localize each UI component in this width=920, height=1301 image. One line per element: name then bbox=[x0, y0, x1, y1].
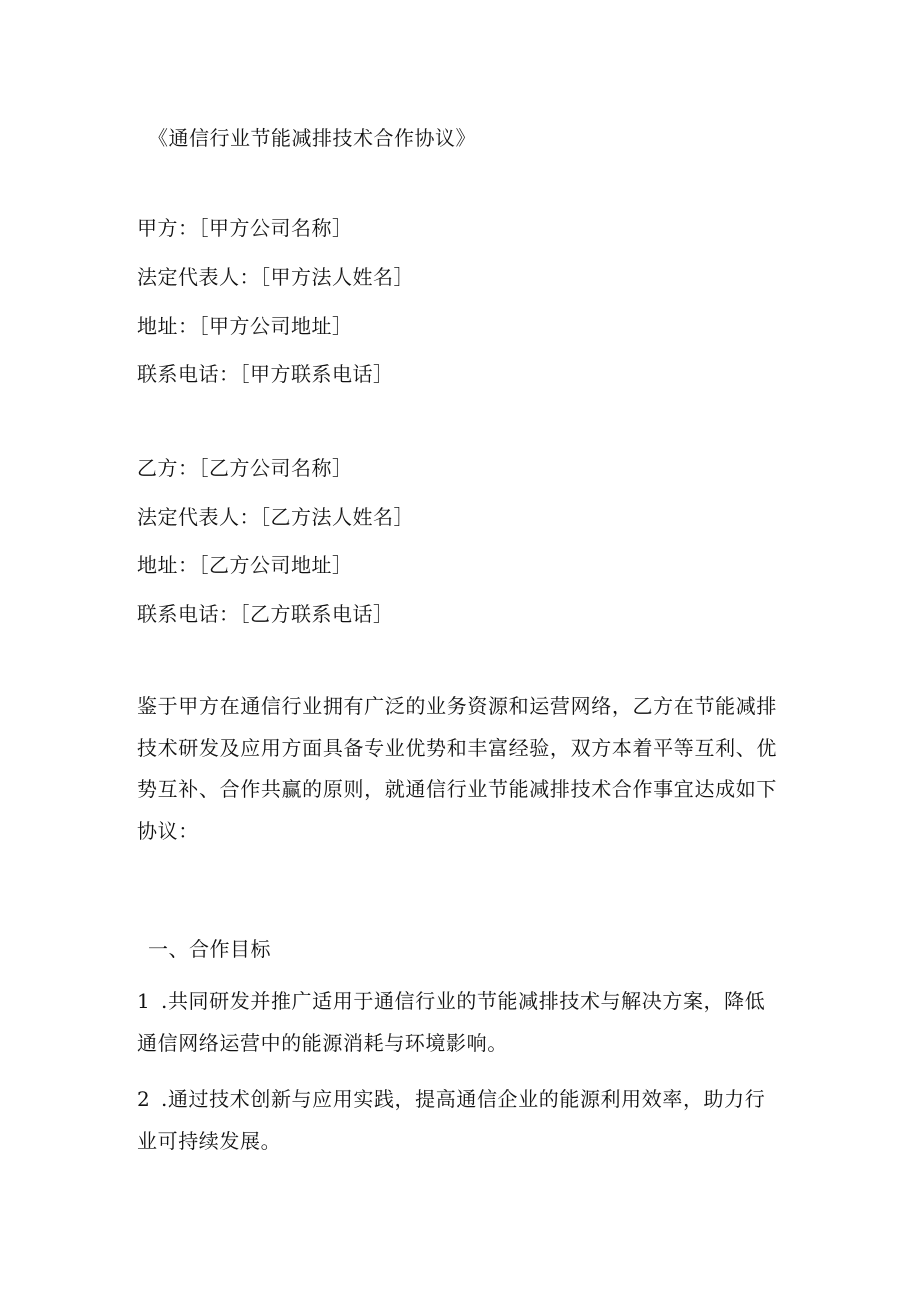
party-a-address: 地址：［甲方公司地址］ bbox=[137, 314, 353, 338]
party-b-representative: 法定代表人：［乙方法人姓名］ bbox=[137, 505, 414, 529]
party-a-phone: 联系电话：［甲方联系电话］ bbox=[137, 362, 394, 386]
list-item bbox=[137, 981, 777, 1064]
preamble-paragraph: 鉴于甲方在通信行业拥有广泛的业务资源和运营网络，乙方在节能减排技术研发及应用方面具备专业优势和丰富经验，双方本着平等互利、优势互补、合作共赢的原则，就通信行业节能减排技术合作事宜达成如下协议： bbox=[137, 694, 777, 843]
section-heading-goals: 一、合作目标 bbox=[148, 937, 271, 961]
party-b-phone: 联系电话：［乙方联系电话］ bbox=[137, 602, 394, 626]
list-item-text: .共同研发并推广适用于通信行业的节能减排技术与解决方案，降低通信网络运营中的能源消耗与环境影响。 bbox=[137, 989, 766, 1055]
party-b-name: 乙方：［乙方公司名称］ bbox=[137, 456, 353, 480]
party-b-address: 地址：［乙方公司地址］ bbox=[137, 553, 353, 577]
party-a-representative: 法定代表人：［甲方法人姓名］ bbox=[137, 265, 414, 289]
list-item-number: 2 bbox=[137, 1087, 151, 1111]
list-item-text: .通过技术创新与应用实践，提高通信企业的能源利用效率，助力行业可持续发展。 bbox=[137, 1087, 766, 1153]
document-title: 《通信行业节能减排技术合作协议》 bbox=[148, 126, 476, 150]
party-a-name: 甲方：［甲方公司名称］ bbox=[137, 216, 353, 240]
list-item-number: 1 bbox=[137, 989, 151, 1013]
list-item bbox=[137, 1079, 777, 1162]
